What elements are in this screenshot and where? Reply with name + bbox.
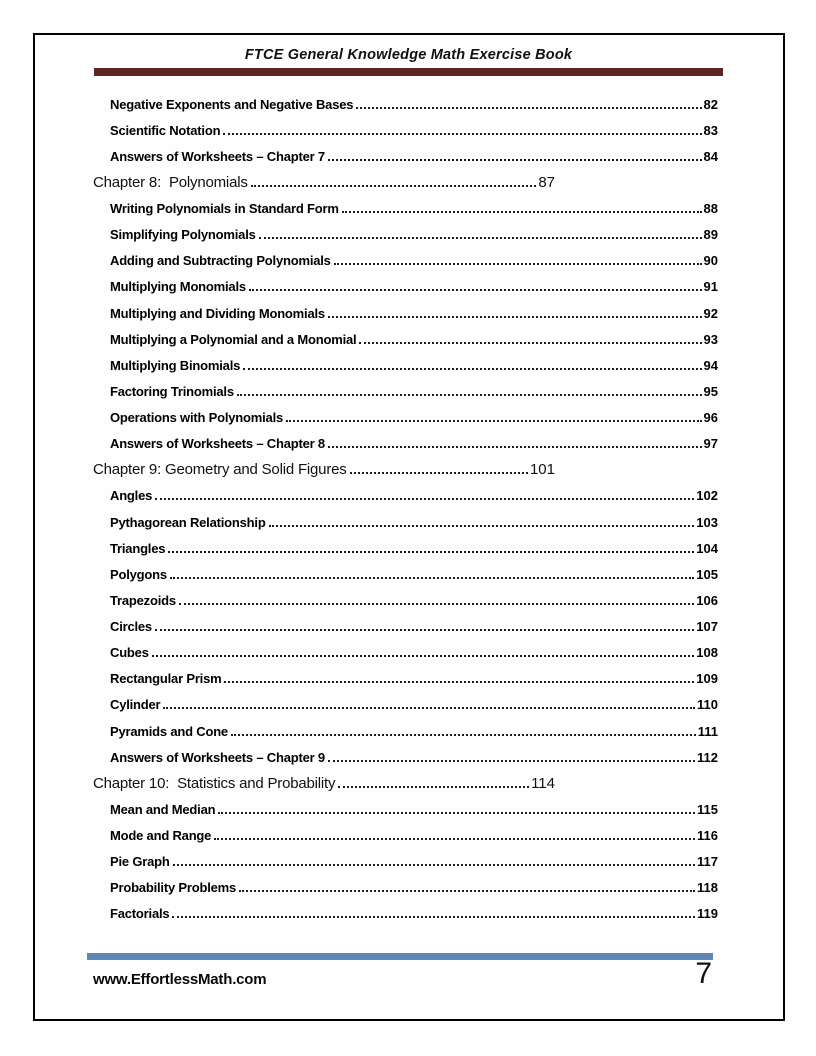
toc-entry-label: Trapezoids <box>110 592 176 608</box>
toc-entry-page-number: 108 <box>696 645 718 661</box>
header-rule <box>94 68 723 76</box>
toc-dot-leader <box>269 518 695 527</box>
toc-dot-leader <box>359 335 701 344</box>
toc-dot-leader <box>356 100 701 109</box>
toc-entry-page-number: 103 <box>696 514 718 530</box>
toc-entry-section <box>93 117 718 143</box>
toc-entry-section <box>93 352 718 378</box>
toc-dot-leader <box>173 857 695 866</box>
toc-entry-page-number: 95 <box>703 383 718 399</box>
toc-entry-section <box>93 666 718 692</box>
toc-entry-label: Pythagorean Relationship <box>110 514 266 530</box>
toc-dot-leader <box>328 439 702 448</box>
toc-entry-section <box>93 718 718 744</box>
toc-dot-leader <box>152 648 695 657</box>
toc-entry-page-number: 115 <box>697 801 718 817</box>
toc-entry-section <box>93 222 718 248</box>
toc-dot-leader <box>286 413 702 422</box>
toc-dot-leader <box>223 126 701 135</box>
toc-entry-section <box>93 692 718 718</box>
toc-entry-section <box>93 823 718 849</box>
toc-entry-page-number: 90 <box>703 253 718 269</box>
toc-entry-label: Polygons <box>110 566 167 582</box>
toc-entry-label: Cubes <box>110 645 149 661</box>
toc-entry-page-number: 105 <box>696 566 718 582</box>
toc-entry-section <box>93 143 718 169</box>
footer-page-number: 7 <box>695 957 712 990</box>
toc-entry-label: Rectangular Prism <box>110 671 222 687</box>
toc-entry-label: Writing Polynomials in Standard Form <box>110 201 339 217</box>
toc-dot-leader <box>350 465 528 474</box>
toc-entry-label: Factorials <box>110 906 170 922</box>
toc-entry-page-number: 110 <box>697 697 718 713</box>
toc-entry-page-number: 107 <box>696 619 718 635</box>
toc-dot-leader <box>179 596 694 605</box>
toc-entry-page-number: 111 <box>697 723 718 739</box>
toc-entry-label: Adding and Subtracting Polynomials <box>110 253 331 269</box>
toc-dot-leader <box>328 309 702 318</box>
toc-dot-leader <box>328 152 702 161</box>
toc-entry-label: Circles <box>110 619 152 635</box>
toc-entry-page-number: 89 <box>703 227 718 243</box>
toc-dot-leader <box>239 883 695 892</box>
toc-dot-leader <box>155 491 694 500</box>
toc-entry-label: Mode and Range <box>110 828 212 844</box>
toc-entry-section <box>93 509 718 535</box>
footer-rule <box>87 953 713 960</box>
toc-entry-label: Pyramids and Cone <box>110 723 228 739</box>
toc-entry-label: Chapter 10: Statistics and Probability <box>93 774 336 792</box>
toc-entry-page-number: 87 <box>538 173 555 191</box>
toc-entry-page-number: 83 <box>703 122 718 138</box>
toc-entry-section <box>93 196 718 222</box>
toc-dot-leader <box>249 282 702 291</box>
toc-dot-leader <box>231 727 696 736</box>
toc-entry-page-number: 112 <box>697 749 718 765</box>
toc-entry-section <box>93 614 718 640</box>
toc-entry-label: Cylinder <box>110 697 161 713</box>
toc-entry-section <box>93 849 718 875</box>
toc-entry-section <box>93 378 718 404</box>
toc-entry-section <box>93 431 718 457</box>
toc-entry-label: Multiplying a Polynomial and a Monomial <box>110 331 357 347</box>
running-header-title: FTCE General Knowledge Math Exercise Book <box>244 47 573 63</box>
table-of-contents <box>93 91 718 927</box>
toc-entry-label: Answers of Worksheets – Chapter 9 <box>110 749 325 765</box>
toc-entry-section <box>93 744 718 770</box>
toc-dot-leader <box>170 570 694 579</box>
toc-entry-page-number: 106 <box>696 592 718 608</box>
toc-entry-page-number: 104 <box>696 540 718 556</box>
toc-entry-label: Multiplying Monomials <box>110 279 246 295</box>
toc-entry-label: Negative Exponents and Negative Bases <box>110 96 354 112</box>
footer-website: www.EffortlessMath.com <box>93 971 267 988</box>
toc-entry-page-number: 94 <box>703 357 718 373</box>
toc-dot-leader <box>251 178 537 187</box>
toc-entry-label: Operations with Polynomials <box>110 410 284 426</box>
toc-entry-chapter <box>93 770 555 796</box>
toc-dot-leader <box>214 831 695 840</box>
toc-entry-section <box>93 91 718 117</box>
toc-entry-section <box>93 483 718 509</box>
toc-entry-page-number: 93 <box>703 331 718 347</box>
toc-dot-leader <box>243 361 701 370</box>
toc-entry-label: Angles <box>110 488 153 504</box>
toc-entry-page-number: 91 <box>703 279 718 295</box>
toc-entry-section <box>93 875 718 901</box>
toc-entry-section <box>93 640 718 666</box>
toc-entry-page-number: 102 <box>696 488 718 504</box>
toc-entry-page-number: 97 <box>703 436 718 452</box>
toc-entry-page-number: 92 <box>703 305 718 321</box>
toc-entry-section <box>93 561 718 587</box>
toc-entry-page-number: 96 <box>703 410 718 426</box>
toc-entry-label: Chapter 8: Polynomials <box>93 173 248 191</box>
toc-entry-page-number: 119 <box>697 906 718 922</box>
toc-entry-label: Pie Graph <box>110 854 170 870</box>
toc-dot-leader <box>237 387 702 396</box>
toc-entry-page-number: 88 <box>703 201 718 217</box>
toc-entry-page-number: 116 <box>697 828 718 844</box>
toc-entry-section <box>93 535 718 561</box>
toc-entry-label: Scientific Notation <box>110 122 221 138</box>
toc-entry-section <box>93 300 718 326</box>
toc-dot-leader <box>172 909 695 918</box>
toc-entry-page-number: 118 <box>697 880 718 896</box>
toc-dot-leader <box>168 544 694 553</box>
toc-dot-leader <box>163 700 695 709</box>
toc-entry-section <box>93 405 718 431</box>
toc-entry-page-number: 114 <box>531 774 555 792</box>
toc-dot-leader <box>218 805 695 814</box>
toc-entry-chapter <box>93 457 555 483</box>
toc-dot-leader <box>342 204 702 213</box>
toc-dot-leader <box>155 622 694 631</box>
toc-dot-leader <box>328 753 695 762</box>
toc-entry-page-number: 84 <box>703 148 718 164</box>
toc-entry-section <box>93 248 718 274</box>
toc-entry-label: Simplifying Polynomials <box>110 227 256 243</box>
toc-entry-section <box>93 587 718 613</box>
toc-entry-label: Multiplying Binomials <box>110 357 241 373</box>
toc-entry-section <box>93 901 718 927</box>
toc-dot-leader <box>224 674 694 683</box>
toc-entry-section <box>93 326 718 352</box>
toc-entry-label: Chapter 9: Geometry and Solid Figures <box>93 461 347 479</box>
toc-entry-label: Multiplying and Dividing Monomials <box>110 305 325 321</box>
toc-entry-label: Answers of Worksheets – Chapter 7 <box>110 148 325 164</box>
toc-entry-chapter <box>93 169 555 195</box>
toc-entry-label: Probability Problems <box>110 880 237 896</box>
toc-dot-leader <box>334 256 702 265</box>
toc-entry-page-number: 117 <box>697 854 718 870</box>
toc-entry-label: Mean and Median <box>110 801 216 817</box>
toc-entry-section <box>93 274 718 300</box>
toc-entry-label: Answers of Worksheets – Chapter 8 <box>110 436 325 452</box>
toc-entry-page-number: 82 <box>703 96 718 112</box>
toc-entry-page-number: 101 <box>529 461 555 479</box>
toc-dot-leader <box>338 779 529 788</box>
toc-entry-label: Triangles <box>110 540 166 556</box>
toc-dot-leader <box>259 230 702 239</box>
toc-entry-label: Factoring Trinomials <box>110 383 234 399</box>
toc-entry-page-number: 109 <box>696 671 718 687</box>
toc-entry-section <box>93 796 718 822</box>
